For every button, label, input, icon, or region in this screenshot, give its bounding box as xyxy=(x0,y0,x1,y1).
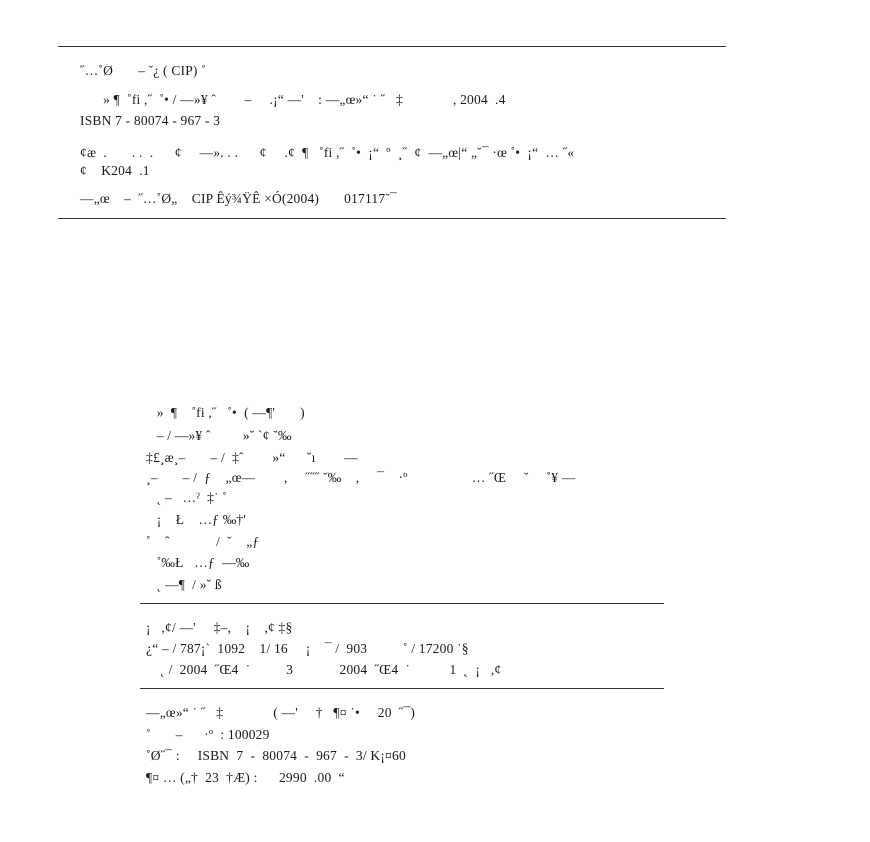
cip-record-number: —„œ – ˝…˚Ø„ CIP Êý¾ŸÊ ×Ó(2004) 017117˘¯ xyxy=(80,191,397,206)
imprint-credit-line: ˛ —¶ / »˘ ß xyxy=(146,577,222,592)
imprint-credit-line: ‡£¸æ¸– – / ‡ˆ »“ ˘ı — xyxy=(146,450,358,465)
cip-title-line: » ¶ ˚fi ,˝ ˚• / —»¥ ˆ – .¡“ —' : —„œ»“ ˙ ˝ ‡ , 2004 .4 xyxy=(96,92,506,107)
cip-classification: ¢ K204 .1 xyxy=(80,163,150,178)
cip-bottom-rule xyxy=(58,218,726,219)
imprint-rule-1 xyxy=(140,603,664,604)
imprint-credit-line: ˚‰Ł …ƒ —‰ xyxy=(146,555,250,570)
imprint-rule-2 xyxy=(140,688,664,689)
imprint-publisher-line: —„œ»“ ˙ ˝ ‡ ( —' † ¶¤ ˙• 20 ˝¯) xyxy=(146,705,416,720)
imprint-credit-line: ˚ ˆ / ˘ „ƒ xyxy=(146,534,260,549)
imprint-price: ¶¤ … („† 23 †Æ) : 2990 .00 “ xyxy=(146,770,345,785)
imprint-spec-line: ¡ ,¢/ —' ‡–, ¡ ,¢ ‡§ xyxy=(146,620,293,635)
cip-heading: ˝…˚Ø – ˇ¿ ( CIP) ˚ xyxy=(80,63,206,78)
cip-top-rule xyxy=(58,46,726,47)
imprint-postcode: ˚ – ·º : 100029 xyxy=(146,727,270,742)
imprint-credit-line: ¸– – / ƒ „œ— , ˝˝˝ ˘‰ , ¯ ·º … ˝Œ ˘ ˚¥ — xyxy=(146,470,576,485)
imprint-spec-line: ¿“ – / 787¡` 1092 1/ 16 ¡ ¯ / 903 ˚ / 17200 ˙§ xyxy=(146,641,469,656)
cip-isbn: ISBN 7 - 80074 - 967 - 3 xyxy=(80,113,221,128)
cip-subject-line: ¢æ . . . . ¢ —». . . ¢ .¢ ¶ ˚fi ,˝ ˚• ¡“ º ¸˝ ¢ —„œ|“ „˘¯ ·œ ˚• ¡“ … ˝« xyxy=(80,145,575,160)
imprint-isbn: ˚Ø˝¯ : ISBN 7 - 80074 - 967 - 3/ K¡¤60 xyxy=(146,748,406,763)
imprint-spec-line: ˛ / 2004 ˝Œ4 ˙ 3 2004 ˝Œ4 ˙ 1 ˛ ¡ ,¢ xyxy=(146,662,502,677)
imprint-credit-line: » ¶ ˚fi ,˝ ˚• ( —¶' ) xyxy=(146,405,305,420)
imprint-credit-line: ˛ – …ˀ ‡˙ ˚ xyxy=(146,490,227,505)
imprint-credit-line: ¡ Ł …ƒ ‰†' xyxy=(146,512,246,527)
imprint-credit-line: – / —»¥ ˆ »˘ `¢ ˘‰ xyxy=(146,428,292,443)
